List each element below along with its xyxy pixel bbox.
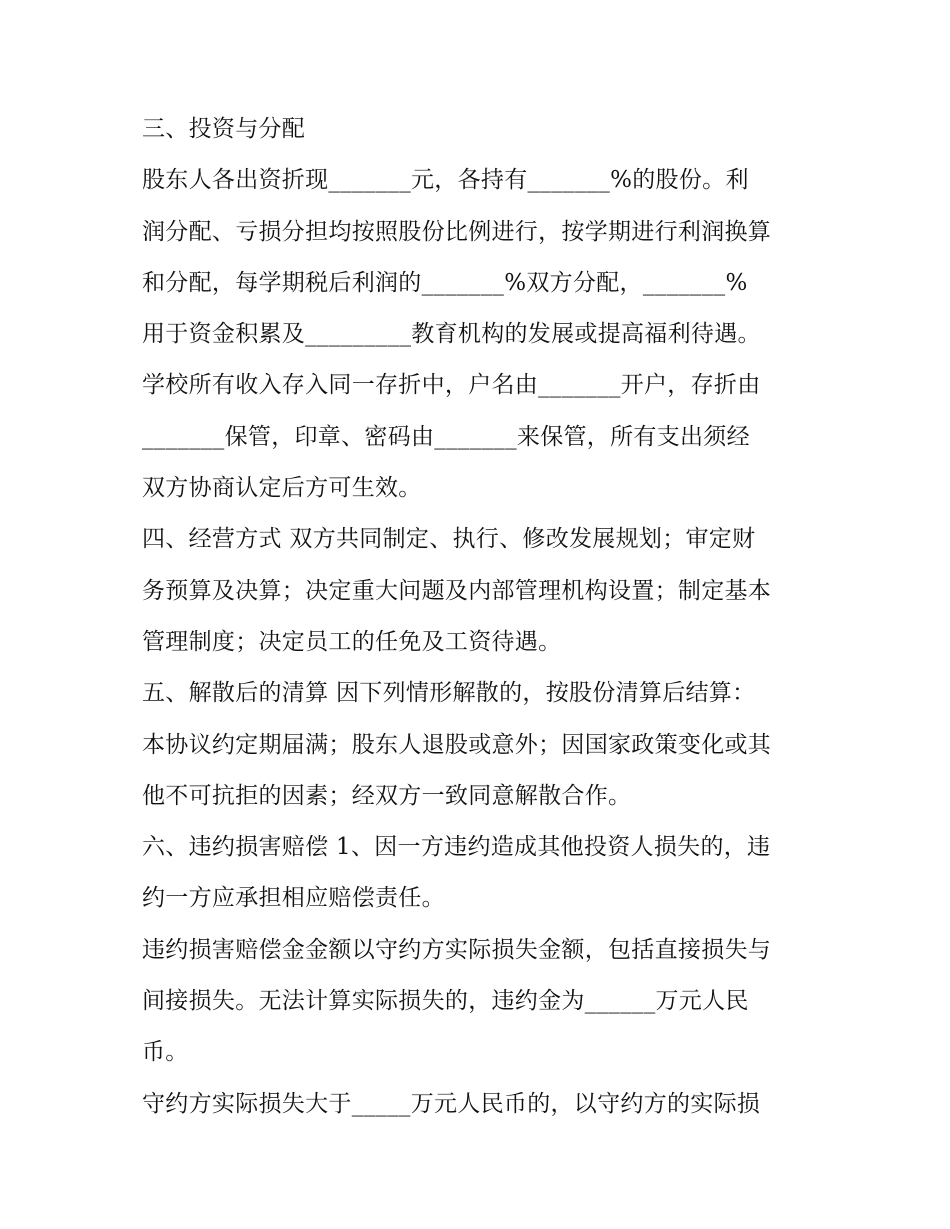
text-line: 股东人各出资折现_______元，各持有_______%的股份。利 bbox=[142, 167, 749, 194]
text-line: 润分配、亏损分担均按照股份比例进行，按学期进行利润换算 bbox=[142, 218, 772, 245]
text-line: 双方协商认定后方可生效。 bbox=[142, 475, 422, 502]
text-line: 守约方实际损失大于_____万元人民币的，以守约方的实际损 bbox=[142, 1090, 761, 1117]
text-line: 违约损害赔偿金金额以守约方实际损失金额，包括直接损失与 bbox=[142, 936, 772, 963]
text-line: 币。 bbox=[142, 1039, 189, 1066]
text-line: 管理制度；决定员工的任免及工资待遇。 bbox=[142, 628, 562, 655]
section-liquidation-line: 五、解散后的清算 因下列情形解散的，按股份清算后结算： bbox=[142, 680, 756, 707]
text-line: _______保管，印章、密码由_______来保管，所有支出须经 bbox=[142, 423, 750, 450]
document-body bbox=[142, 104, 822, 1130]
text-line: 本协议约定期届满；股东人退股或意外；因国家政策变化或其 bbox=[142, 731, 772, 758]
section-damages-line: 六、违约损害赔偿 1、因一方违约造成其他投资人损失的，违 bbox=[142, 834, 771, 861]
section-heading-investment: 三、投资与分配 bbox=[142, 116, 306, 142]
text-line: 间接损失。无法计算实际损失的，违约金为______万元人民 bbox=[142, 988, 749, 1015]
text-line: 务预算及决算；决定重大问题及内部管理机构设置；制定基本 bbox=[142, 577, 772, 604]
text-line: 约一方应承担相应赔偿责任。 bbox=[142, 885, 445, 912]
text-line: 用于资金积累及_________教育机构的发展或提高福利待遇。 bbox=[142, 321, 761, 348]
text-line: 和分配，每学期税后利润的_______%双方分配，_______% bbox=[142, 269, 748, 296]
text-line: 学校所有收入存入同一存折中，户名由_______开户，存折由 bbox=[142, 372, 761, 399]
section-operation-line: 四、经营方式 双方共同制定、执行、修改发展规划；审定财 bbox=[142, 526, 756, 553]
text-line: 他不可抗拒的因素；经双方一致同意解散合作。 bbox=[142, 782, 632, 809]
